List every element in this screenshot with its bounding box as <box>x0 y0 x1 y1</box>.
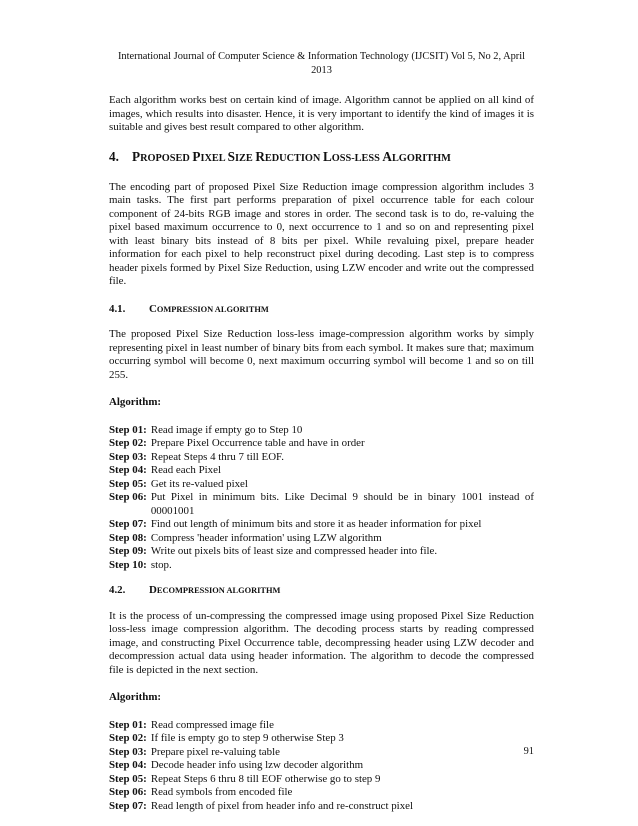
step-text: Read length of pixel from header info and re-construct pixel <box>150 799 414 812</box>
title-smallcaps: IZE <box>235 152 256 164</box>
title-smallcaps: IXEL <box>200 152 228 164</box>
algorithm-label: Algorithm: <box>109 691 162 703</box>
title-smallcaps: ROPOSED <box>140 152 193 164</box>
decompression-steps <box>109 719 534 814</box>
step-text: Read each Pixel <box>150 464 221 476</box>
step-label: Step 02: <box>109 437 147 449</box>
section-4-2-title-cap: D <box>149 584 157 596</box>
section-4-1-paragraph: The proposed Pixel Size Reduction loss-less image-compression algorithm works by simply representing pixel in least number of binary bits from each symbol. It makes sure that; maximum occurring symbol will become 0, next maximum occurring symbol will become 1 and so on till 255. <box>109 328 534 381</box>
step-label: Step 08: <box>109 531 147 544</box>
title-smallcaps: LGORITHM <box>391 152 451 164</box>
section-4-paragraph: The encoding part of proposed Pixel Size Reduction image compression algorithm includes 3 main tasks. The first part performs preparation of pixel occurrence table for each colour component of 24-bits RGB image and stores in order. The second task is to do, re-valuing the pixel based maximum occurrence to 0, next occurrence to 1 and so on and representing pixel with least binary bits instead of 8 bits per pixel. While revaluing pixel, prepare header information for each pixel to help reconstruct pixel during decoding. Last step is to compress header pixels formed by Pixel Size Reduction, using LZW encoder and write out the compressed file. <box>109 180 534 287</box>
step-text: Find out length of minimum bits and store it as header information for pixel <box>150 518 482 530</box>
section-4-number: 4. <box>109 148 119 164</box>
title-cap: R <box>255 148 265 164</box>
section-4-1-title-smallcaps: OMPRESSION ALGORITHM <box>156 304 269 314</box>
step-item <box>109 746 534 760</box>
step-text: Get its re-valued pixel <box>150 477 248 490</box>
step-item <box>109 451 534 465</box>
step-text: Read image if empty go to Step 10 <box>150 423 303 436</box>
page-number: 91 <box>523 746 534 757</box>
section-4-1-number: 4.1. <box>109 302 126 315</box>
step-text: Compress 'header information' using LZW algorithm <box>150 531 382 544</box>
step-label: Step 01: <box>109 718 147 731</box>
step-label: Step 02: <box>109 732 147 744</box>
compression-steps <box>109 424 534 573</box>
step-text: Repeat Steps 6 thru 8 till EOF otherwise go to step 9 <box>150 772 381 785</box>
step-label: Step 09: <box>109 545 147 557</box>
step-text: Write out pixels bits of least size and compressed header into file. <box>150 545 438 557</box>
title-cap: A <box>382 148 392 164</box>
step-text: Read compressed image file <box>150 718 274 731</box>
step-text: Prepare Pixel Occurrence table and have in order <box>150 437 365 449</box>
step-item <box>109 773 534 787</box>
title-smallcaps: EDUCTION <box>264 152 323 164</box>
step-item <box>109 532 534 546</box>
step-item <box>109 800 534 814</box>
step-label: Step 04: <box>109 759 147 771</box>
step-item <box>109 518 534 532</box>
title-smallcaps: OSS-LESS <box>331 152 383 164</box>
step-label: Step 03: <box>109 450 147 463</box>
section-4-1-heading <box>109 303 534 317</box>
step-text: Repeat Steps 4 thru 7 till EOF. <box>150 450 284 463</box>
step-item <box>109 491 534 518</box>
step-label: Step 05: <box>109 477 147 490</box>
step-text: Put Pixel in minimum bits. Like Decimal 9 should be in binary 1001 instead of 00001001 <box>150 491 534 517</box>
step-label: Step 04: <box>109 464 147 476</box>
section-4-1-title-cap: C <box>149 302 157 315</box>
step-label: Step 06: <box>109 491 147 503</box>
step-text: Read symbols from encoded file <box>150 786 293 798</box>
step-text: Prepare pixel re-valuing table <box>150 745 280 758</box>
step-label: Step 06: <box>109 786 147 798</box>
step-item <box>109 464 534 478</box>
step-label: Step 07: <box>109 518 147 530</box>
section-4-2-paragraph: It is the process of un-compressing the compressed image using proposed Pixel Size Reduction loss-less image compression algorithm. The decoding process starts by reading compressed image, and constructing Pixel Occurrence table, decompressing header using LZW decoder and decompression actual data using header information. The algorithm to decode the compressed file is depicted in the next section. <box>109 609 534 676</box>
step-text: stop. <box>150 558 172 571</box>
step-label: Step 10: <box>109 558 147 571</box>
title-cap: P <box>132 148 141 164</box>
intro-paragraph: Each algorithm works best on certain kind of image. Algorithm cannot be applied on all kind of images, which results into disaster. Hence, it is very important to identify the kind of images it is suitable and gives best result compared to other algorithm. <box>109 94 534 133</box>
step-item <box>109 719 534 733</box>
step-item <box>109 437 534 451</box>
running-header: International Journal of Computer Science & Information Technology (IJCSIT) Vol 5, No 2, April 2013 <box>117 51 526 76</box>
step-text: If file is empty go to step 9 otherwise Step 3 <box>150 732 344 744</box>
step-text: Decode header info using lzw decoder algorithm <box>150 759 364 771</box>
title-cap: S <box>227 148 236 164</box>
section-4-2-heading <box>109 584 534 598</box>
step-label: Step 01: <box>109 423 147 436</box>
step-label: Step 03: <box>109 745 147 758</box>
section-4-2-number: 4.2. <box>109 584 126 596</box>
step-item <box>109 759 534 773</box>
section-4-title <box>132 149 451 164</box>
step-label: Step 05: <box>109 772 147 785</box>
section-4-2-title-smallcaps: ECOMPRESSION ALGORITHM <box>156 586 281 595</box>
step-item <box>109 478 534 492</box>
step-item <box>109 559 534 573</box>
step-item <box>109 786 534 800</box>
title-cap: L <box>322 148 332 164</box>
step-item <box>109 732 534 746</box>
step-label: Step 07: <box>109 799 147 812</box>
section-4-heading <box>109 149 534 167</box>
step-item <box>109 545 534 559</box>
algorithm-label: Algorithm: <box>109 396 162 408</box>
title-cap: P <box>192 148 201 164</box>
step-item <box>109 424 534 438</box>
